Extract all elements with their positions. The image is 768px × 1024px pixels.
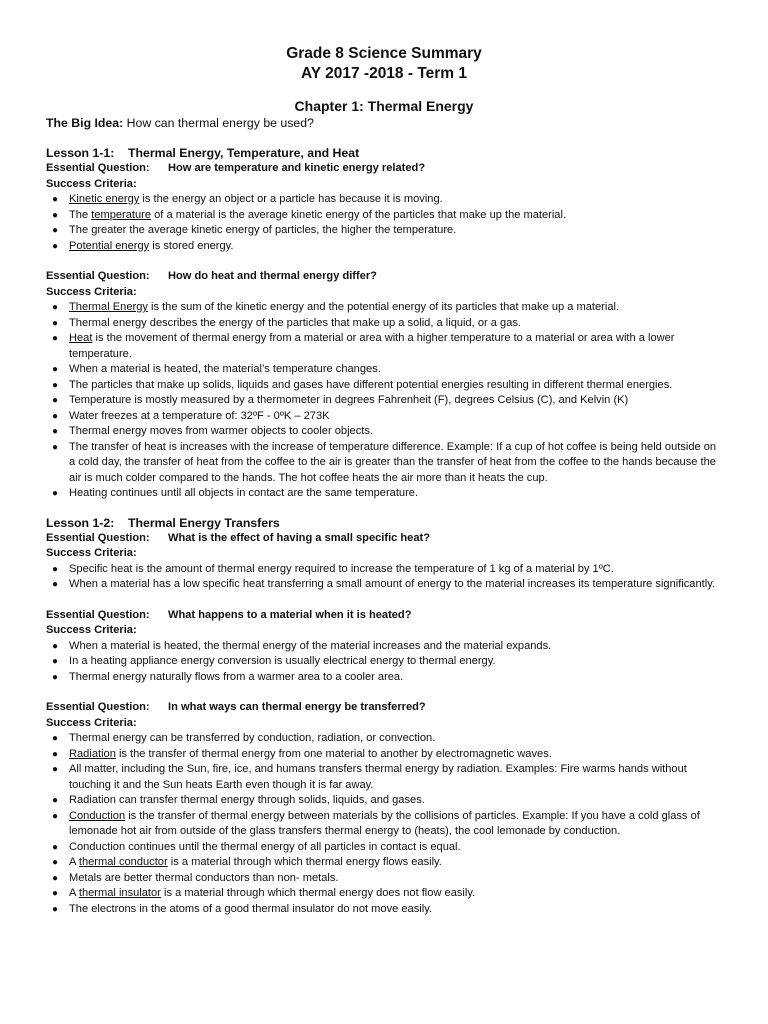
lesson-number: Lesson 1-2: xyxy=(46,515,115,530)
success-criteria-label: Success Criteria: xyxy=(46,716,137,729)
bullet-icon: ● xyxy=(52,441,59,453)
big-idea-text: How can thermal energy be used? xyxy=(123,116,314,130)
lesson-heading xyxy=(46,515,722,531)
item-text: Temperature is mostly measured by a thermometer in degrees Fahrenheit (F), degrees Celsius (C), and Kelvin (K) xyxy=(69,394,629,406)
item-text: The transfer of heat is increases with the increase of temperature difference. Example: If a cup of hot coffee is being held outside on a cold day, the transfer of heat from the coffee to the air is greater than the transfer of heat from the coffee to the hands because the air is much colder compared to the hands. The hot coffee heats the air more than it heats the cup. xyxy=(69,440,717,484)
list-item xyxy=(46,886,722,902)
essential-question-text: What happens to a material when it is heated? xyxy=(168,608,412,621)
essential-question-text: In what ways can thermal energy be transferred? xyxy=(168,701,426,713)
list-item xyxy=(46,192,722,208)
list-item xyxy=(46,902,722,918)
bullet-icon: ● xyxy=(52,410,59,422)
bullet-icon: ● xyxy=(52,872,59,884)
item-text: The particles that make up solids, liquids and gases have different potential energies resulting in different thermal energies. xyxy=(69,378,673,391)
document-subtitle: AY 2017 -2018 - Term 1 xyxy=(300,65,468,82)
item-text: is the movement of thermal energy from a material or area with a higher temperature to a material or area with a lower temperature. xyxy=(69,332,675,360)
list-item xyxy=(46,639,722,655)
criteria-list xyxy=(46,639,722,686)
list-item xyxy=(46,809,722,840)
item-text: is the transfer of thermal energy between materials by the collisions of particles. Example: If you have a cold glass of lemonade hot air from outside of the glass transfers thermal energy to (heats), the cool lemonade by conduction. xyxy=(69,809,700,837)
list-item xyxy=(46,223,722,239)
item-text: When a material is heated, the thermal energy of the material increases and the material expands. xyxy=(69,639,552,652)
list-item xyxy=(46,871,722,887)
bullet-icon: ● xyxy=(52,488,59,499)
list-item xyxy=(46,486,722,502)
bullet-icon: ● xyxy=(52,209,59,221)
bullet-icon: ● xyxy=(52,225,59,236)
success-criteria-label: Success Criteria: xyxy=(46,285,137,298)
item-text: is the sum of the kinetic energy and the potential energy of its particles that make up a material. xyxy=(147,301,620,313)
essential-question-label: Essential Question: xyxy=(46,701,150,713)
item-text: Thermal energy naturally flows from a warmer area to a cooler area. xyxy=(69,670,404,683)
lesson-title: Thermal Energy, Temperature, and Heat xyxy=(128,146,360,160)
bullet-icon: ● xyxy=(52,748,59,760)
list-item xyxy=(46,731,722,747)
bullet-icon: ● xyxy=(52,841,59,853)
essential-question xyxy=(46,700,722,716)
criteria-list xyxy=(46,731,722,917)
item-text: Heating continues until all objects in contact are the same temperature. xyxy=(69,487,419,499)
list-item xyxy=(46,747,722,763)
criteria-list xyxy=(46,192,722,254)
bullet-icon: ● xyxy=(52,317,59,329)
key-term: Kinetic energy xyxy=(69,193,140,205)
chapter-heading: Chapter 1: Thermal Energy xyxy=(294,98,474,114)
bullet-icon: ● xyxy=(52,579,59,590)
list-item xyxy=(46,670,722,686)
bullet-icon: ● xyxy=(52,656,59,667)
bullet-icon: ● xyxy=(52,240,59,252)
lesson-title: Thermal Energy Transfers xyxy=(128,515,280,530)
list-item xyxy=(46,424,722,440)
essential-question-label: Essential Question: xyxy=(46,162,150,174)
item-text: When a material has a low specific heat transferring a small amount of energy to the material increases its temperature significantly. xyxy=(69,578,715,590)
bullet-icon: ● xyxy=(52,903,59,915)
list-item xyxy=(46,762,722,793)
bullet-icon: ● xyxy=(52,426,59,437)
list-item xyxy=(46,331,722,362)
item-text: is stored energy. xyxy=(149,239,234,252)
success-criteria-label: Success Criteria: xyxy=(46,177,137,190)
bullet-icon: ● xyxy=(52,395,59,406)
item-text: The electrons in the atoms of a good thermal insulator do not move easily. xyxy=(69,902,433,915)
bullet-icon: ● xyxy=(52,795,59,806)
criteria-list xyxy=(46,562,722,593)
item-text: All matter, including the Sun, fire, ice, and humans transfers thermal energy by radiation. Examples: Fire warms hands without touching it and the Sun heats Earth even though it is far away. xyxy=(69,763,687,791)
item-text: is a material through which thermal energy does not flow easily. xyxy=(160,887,476,899)
big-idea-label: The Big Idea: xyxy=(46,116,124,130)
lesson-heading xyxy=(46,145,722,161)
list-item xyxy=(46,654,722,670)
bullet-icon: ● xyxy=(52,671,59,683)
essential-question-text: How are temperature and kinetic energy related? xyxy=(168,162,426,174)
key-term: Potential energy xyxy=(69,239,150,252)
key-term: temperature xyxy=(91,208,152,221)
item-text: is the energy an object or a particle has because it is moving. xyxy=(139,193,443,205)
item-text: of a material is the average kinetic energy of the particles that make up the material. xyxy=(151,208,567,221)
bullet-icon: ● xyxy=(52,764,59,775)
item-text: Conduction continues until the thermal energy of all particles in contact is equal. xyxy=(69,840,461,853)
bullet-icon: ● xyxy=(52,888,59,899)
item-text: Thermal energy describes the energy of the particles that make up a solid, a liquid, or a gas. xyxy=(69,316,522,329)
list-item xyxy=(46,208,722,224)
key-term: Conduction xyxy=(69,809,126,822)
essential-question xyxy=(46,608,722,624)
bullet-icon: ● xyxy=(52,333,59,344)
item-text: Radiation can transfer thermal energy through solids, liquids, and gases. xyxy=(69,794,425,806)
list-item xyxy=(46,316,722,332)
list-item xyxy=(46,440,722,487)
list-item xyxy=(46,362,722,378)
essential-question-label: Essential Question: xyxy=(46,270,150,282)
lessons-container xyxy=(46,145,722,917)
item-text: is the transfer of thermal energy from one material to another by electromagnetic waves. xyxy=(115,747,552,760)
success-criteria-label: Success Criteria: xyxy=(46,624,137,636)
bullet-icon: ● xyxy=(52,302,59,313)
key-term: Thermal Energy xyxy=(69,301,148,313)
item-text: Specific heat is the amount of thermal energy required to increase the temperature of 1 kg of a material by 1ºC. xyxy=(69,562,614,575)
bullet-icon: ● xyxy=(52,810,59,822)
list-item xyxy=(46,393,722,409)
big-idea xyxy=(46,115,722,131)
item-text: Thermal energy moves from warmer objects to cooler objects. xyxy=(69,425,373,437)
bullet-icon: ● xyxy=(52,194,59,205)
list-item xyxy=(46,409,722,425)
bullet-icon: ● xyxy=(52,563,59,575)
item-text-before: The xyxy=(69,208,92,221)
list-item xyxy=(46,239,722,255)
bullet-icon: ● xyxy=(52,379,59,391)
essential-question xyxy=(46,531,722,547)
item-text: Thermal energy can be transferred by conduction, radiation, or convection. xyxy=(69,732,436,744)
list-item xyxy=(46,300,722,316)
key-term: Radiation xyxy=(69,747,116,760)
document-page xyxy=(46,44,722,917)
item-text-before: A xyxy=(69,856,79,868)
essential-question xyxy=(46,161,722,177)
bullet-icon: ● xyxy=(52,857,59,868)
item-text: The greater the average kinetic energy of particles, the higher the temperature. xyxy=(69,224,457,236)
key-term: thermal insulator xyxy=(78,887,161,899)
list-item xyxy=(46,855,722,871)
essential-question xyxy=(46,269,722,285)
bullet-icon: ● xyxy=(52,640,59,652)
item-text-before: A xyxy=(69,887,79,899)
list-item xyxy=(46,378,722,394)
lesson-number: Lesson 1-1: xyxy=(46,146,115,160)
list-item xyxy=(46,793,722,809)
key-term: thermal conductor xyxy=(78,856,168,868)
essential-question-label: Essential Question: xyxy=(46,531,150,544)
item-text: is a material through which thermal energy flows easily. xyxy=(167,856,442,868)
item-text: Metals are better thermal conductors than non- metals. xyxy=(69,871,339,884)
list-item xyxy=(46,562,722,578)
essential-question-label: Essential Question: xyxy=(46,608,150,621)
item-text: When a material is heated, the material’s temperature changes. xyxy=(69,363,381,375)
essential-question-text: What is the effect of having a small specific heat? xyxy=(168,531,430,544)
bullet-icon: ● xyxy=(52,733,59,744)
success-criteria-label: Success Criteria: xyxy=(46,547,137,559)
essential-question-text: How do heat and thermal energy differ? xyxy=(168,270,377,282)
document-title: Grade 8 Science Summary xyxy=(286,45,482,62)
list-item xyxy=(46,577,722,593)
list-item xyxy=(46,840,722,856)
item-text: Water freezes at a temperature of: 32ºF - 0ºK – 273K xyxy=(69,409,330,422)
item-text: In a heating appliance energy conversion is usually electrical energy to thermal energy. xyxy=(69,655,496,667)
key-term: Heat xyxy=(69,332,93,344)
criteria-list xyxy=(46,300,722,502)
bullet-icon: ● xyxy=(52,364,59,375)
